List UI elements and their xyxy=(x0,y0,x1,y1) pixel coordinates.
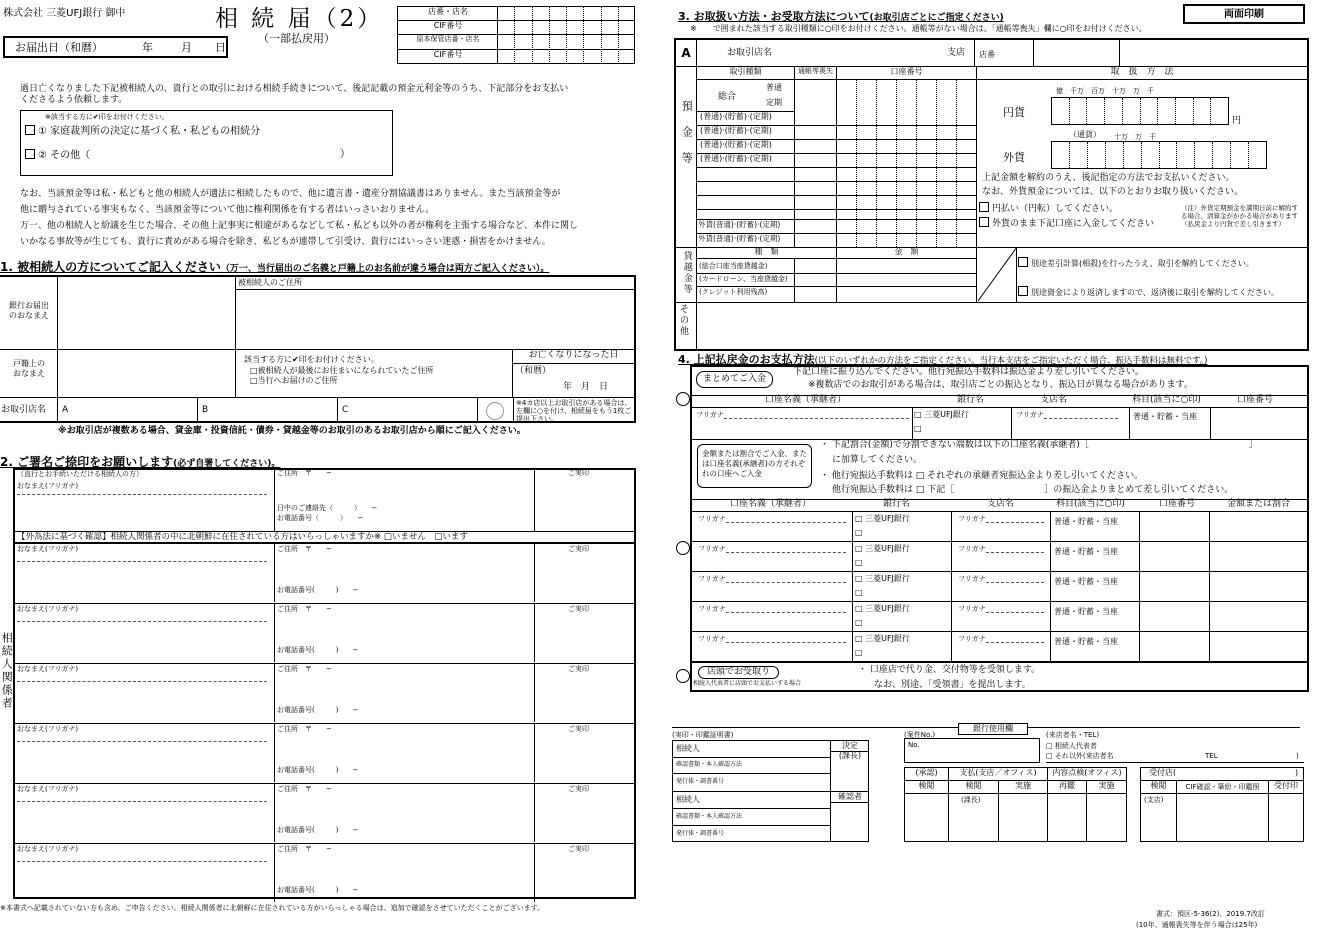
split-payment-row: フリガナ □ 三菱UFJ銀行 □ フリガナ 普通・貯蓄・当座 xyxy=(690,542,1309,572)
seal-area[interactable]: ご実印 xyxy=(568,785,589,793)
page-subtitle: （一部払戻用） xyxy=(258,32,335,45)
fee-option-each[interactable]: ・ 他行宛振込手数料は □ それぞれの承継者宛振込金より差し引いてください。 xyxy=(820,471,1144,481)
heir-row xyxy=(13,543,636,601)
lump-sum-button[interactable]: まとめてご入金 xyxy=(696,371,773,388)
loan-type-option[interactable]: (総合口座当座貸越金) xyxy=(699,262,768,270)
bank-other-check[interactable]: □ xyxy=(914,424,922,433)
reception-grid: 受付店( ) 検閲 CIF確認・筆紛・印鑑照 受付印 (支店) xyxy=(1140,767,1304,842)
branch-b-input[interactable]: B xyxy=(198,398,338,423)
page-title: 相 続 届（2） xyxy=(215,6,384,32)
seal-area[interactable]: ご実印 xyxy=(568,725,589,733)
heir-name-input[interactable]: おなまえ(フリガナ) xyxy=(13,664,275,722)
bank-mufg-check[interactable]: □ 三菱UFJ銀行 xyxy=(855,634,910,643)
seal-area[interactable]: ご実印 xyxy=(568,545,589,553)
seal-certificate-box: 相続人 確認書類・本人確認方法 発行体・調書番号 相続人 確認書類・本人確認方法 発行体・調書番号 決定 (課長) 確認者 xyxy=(672,740,869,842)
addr-option-bank[interactable]: □当行へお届けのご住所 xyxy=(250,376,338,385)
bank-mufg-check[interactable]: □ 三菱UFJ銀行 xyxy=(914,410,969,419)
date-field[interactable]: お届出日（和暦） 年 月 日 xyxy=(3,36,228,58)
addr-option-last[interactable]: □被相続人が最後にお住まいになられていたご住所 xyxy=(250,366,434,375)
section1-footnote: ※お取引店が複数ある場合、貸金庫・投資信託・債券・貸越金等のお取引のあるお取引店から順にご記入ください。 xyxy=(58,426,526,436)
loan-amount-input[interactable] xyxy=(837,259,977,302)
subject-select[interactable]: 普通・貯蓄・当座 xyxy=(1054,607,1118,616)
section2-footnote: ※本書式へ記載されていない方も含め、ご申告ください。相続人関係者に北朝鮮に在住されている方がいらっしゃる場合は、追加で確認をさせていただくことがございます。 xyxy=(0,904,545,912)
heir-address-input[interactable]: ご住所 〒 − お電話番号( ) − xyxy=(275,664,535,722)
visitor-rep-check[interactable]: □ 相続人代表者 xyxy=(1046,742,1097,750)
bank-other-check[interactable]: □ xyxy=(855,558,863,567)
case-number-input[interactable]: No. xyxy=(904,738,1040,763)
loan-type-option[interactable]: (クレジット利用残高) xyxy=(699,288,768,296)
fx-option-yen[interactable]: 円払い（円転）してください。 xyxy=(979,202,1118,215)
fx-amount-input[interactable] xyxy=(1051,141,1267,169)
retention-note: (10年、通帳喪失等を伴う場合は25年) xyxy=(1136,921,1258,929)
branch-a-input[interactable]: A xyxy=(58,398,198,423)
deceased-info-table: 銀行お届出 のおなまえ 被相続人のご住所 戸籍上の おなまえ 該当する方に✔印をお付けください。 □被相続人が最後にお住まいになられていたご住所 □当行へお届けのご住所 お亡くなりになった日 （和暦） 年 月 日 お取引店名 A B C ※4カ店以上お取引店がある場合は、左欄に○を付け、相続届をもう1枚ご提出下さい。 xyxy=(0,275,636,423)
deceased-address-input[interactable]: 被相続人のご住所 xyxy=(235,277,634,350)
account-input[interactable] xyxy=(1140,512,1210,541)
fee-option-lump[interactable]: 他行宛振込手数料は □ 下記［ ］の振込金よりまとめて差し引いてください。 xyxy=(832,485,1234,495)
bank-mufg-check[interactable]: □ 三菱UFJ銀行 xyxy=(855,514,910,523)
date-of-death[interactable]: お亡くなりになった日 （和暦） 年 月 日 xyxy=(513,350,634,398)
heir-name-input[interactable]: おなまえ(フリガナ) xyxy=(13,604,275,662)
deposit-type-option[interactable]: (普通)·(貯蓄)·(定期) xyxy=(700,126,772,135)
visitor-other-check[interactable]: □ それ以外(来店者名 xyxy=(1046,752,1114,760)
amount-input[interactable] xyxy=(1210,632,1307,661)
store-no-input[interactable] xyxy=(1034,40,1119,67)
counter-pickup-button[interactable]: 店頭でお受取り xyxy=(698,666,779,679)
fx-option-keep[interactable]: 外貨のまま下記口座に入金してください xyxy=(979,217,1154,230)
bank-other-check[interactable]: □ xyxy=(855,648,863,657)
heir-row xyxy=(13,723,636,781)
deposit-type-option[interactable]: (普通)·(貯蓄)·(定期) xyxy=(700,140,772,149)
split-payment-row: フリガナ □ 三菱UFJ銀行 □ フリガナ 普通・貯蓄・当座 xyxy=(690,512,1309,542)
heir-row xyxy=(13,603,636,661)
subject-select[interactable]: 普通・貯蓄・当座 xyxy=(1133,412,1197,421)
bank-addressee: 株式会社 三菱UFJ銀行 御中 xyxy=(3,8,126,19)
counter-radio[interactable] xyxy=(676,669,690,687)
deposit-type-option[interactable]: (普通)·(貯蓄)·(定期) xyxy=(700,154,772,163)
heir-row xyxy=(13,843,636,901)
bank-use-label: 銀行使用欄 xyxy=(958,723,1028,735)
section3-title: 3. お取扱い方法・お受取方法について(お取引店ごとにご指定ください) xyxy=(678,10,1004,23)
heir-address-input[interactable]: ご住所 〒 − お電話番号( ) − xyxy=(275,544,535,602)
koseki-name-input[interactable] xyxy=(58,350,235,398)
heir-address-input[interactable]: ご住所 〒 − お電話番号( ) − xyxy=(275,784,535,842)
section3-note: ※ で囲まれた該当する取引種類に○印をお付けください。通帳等がない場合は、「通帳等喪失」欄に○印をお付けください。 xyxy=(690,24,1147,33)
heir-name-input[interactable]: おなまえ(フリガナ) xyxy=(13,844,275,902)
bank-mufg-check[interactable]: □ 三菱UFJ銀行 xyxy=(855,574,910,583)
seal-area[interactable]: ご実印 xyxy=(568,845,589,853)
account-input[interactable] xyxy=(1140,542,1210,571)
heir-row xyxy=(13,468,636,531)
loan-option-offset[interactable]: 別途差引計算(相殺)を行ったうえ、取引を解約してください。 xyxy=(1018,257,1254,269)
bank-mufg-check[interactable]: □ 三菱UFJ銀行 xyxy=(855,604,910,613)
seal-area[interactable]: ご実印 xyxy=(568,605,589,613)
subject-select[interactable]: 普通・貯蓄・当座 xyxy=(1054,577,1118,586)
amount-input[interactable] xyxy=(1210,542,1307,571)
split-payment-row: フリガナ □ 三菱UFJ銀行 □ フリガナ 普通・貯蓄・当座 xyxy=(690,602,1309,632)
heir-name-input[interactable]: （直行とお手続いただける相続人の方） おなまえ(フリガナ) xyxy=(13,468,275,531)
option-other[interactable]: ② その他（ ） xyxy=(25,149,385,162)
lump-radio[interactable] xyxy=(676,392,690,410)
approval-grid: (承認) 支払(支店／オフィス) 内容点検(オフィス) 検閲 検閲 実施 再鑑 実施 (課長) xyxy=(904,767,1127,842)
account-number-grid[interactable] xyxy=(837,80,977,247)
heirs-side-label: 相続人関係者 xyxy=(0,632,14,710)
loan-type-option[interactable]: (カードローン、当座貸越金) xyxy=(699,275,788,283)
loan-diagonal xyxy=(978,247,1018,302)
intro-text: 過日亡くなりました下記被相続人の、貴行との取引における相続手続きについて、後記記載の預金元利金等のうち、下記部分をお支払い くださるよう依頼します。 xyxy=(20,84,569,105)
split-payment-row: フリガナ □ 三菱UFJ銀行 □ フリガナ 普通・貯蓄・当座 xyxy=(690,632,1309,662)
foreign-type-option[interactable]: 外貨(普通)·(貯蓄)·(定期) xyxy=(698,234,781,243)
section1-title: 1. 被相続人の方についてご記入ください（万一、当行届出のご名義と戸籍上のお名前が違う場合は両方ご記入ください）。 xyxy=(0,260,550,274)
account-input[interactable] xyxy=(1140,632,1210,661)
bank-other-check[interactable]: □ xyxy=(855,618,863,627)
heir-name-input[interactable]: おなまえ(フリガナ) xyxy=(13,724,275,782)
heir-name-input[interactable]: おなまえ(フリガナ) xyxy=(13,784,275,842)
extra-branch-circle[interactable] xyxy=(478,398,514,423)
declaration-text: なお、当該預金等は私・私どもと他の相続人が適法に相続したもので、他に遺言書・遺産分割協議書はありません。また当該預金等が 他に贈与されている事実もなく、当該預金等について他に権利関係を有する者はいっさいおりません。 万一、他の相続人と紛議を生じた場合、その他上記事実に相違があるなどして私・私ども以外の者が権利を主張する場合など、本件に関し いかなる事故等が生じても、貴行に責めがある場合を除き、私どもが連帯して引受け、貴行にはいっさい迷惑・損害をかけません。 xyxy=(20,189,579,247)
yen-amount-input[interactable] xyxy=(1051,97,1229,125)
bank-other-check[interactable]: □ xyxy=(855,588,863,597)
duplex-print-button[interactable]: 両面印刷 xyxy=(1183,4,1305,24)
amount-input[interactable] xyxy=(1210,512,1307,541)
account-input[interactable] xyxy=(1140,572,1210,601)
section4-title: 4. 上記払戻金のお支払方法(以下のいずれかの方法をご指定ください。当行本支店をご指定いただく場合、振込手数料は無料です。) xyxy=(678,353,1208,366)
other-input[interactable] xyxy=(697,302,1307,349)
deposit-type-option[interactable]: (普通)·(貯蓄)·(定期) xyxy=(700,112,772,121)
store-id-box[interactable]: 店番・店名 CIF番号 原本保管店番・店名 CIF番号 xyxy=(397,6,635,64)
heir-row xyxy=(13,783,636,841)
nk-confirmation[interactable]: 【外為法に基づく確認】相続人関係者の中に北朝鮮に在住されている方はいらっしゃいますか※ □いません □います xyxy=(13,531,636,543)
heir-row xyxy=(13,663,636,721)
bank-mufg-check[interactable]: □ 三菱UFJ銀行 xyxy=(855,544,910,553)
section2-title: 2. ご署名ご捺印をお願いします(必ず自署してください)。 xyxy=(0,455,281,469)
branch-c-input[interactable]: C xyxy=(338,398,478,423)
heir-address-input[interactable]: ご住所 〒 − お電話番号( ) − xyxy=(275,844,535,902)
amount-input[interactable] xyxy=(1210,602,1307,631)
heir-address-input[interactable]: ご住所 〒 − お電話番号( ) − xyxy=(275,604,535,662)
heir-name-input[interactable]: おなまえ(フリガナ) xyxy=(13,544,275,602)
loan-option-repay[interactable]: 別途資金により返済しますので、返済後に取引を解約してください。 xyxy=(1018,286,1279,298)
bank-name-input[interactable] xyxy=(58,277,235,350)
split-payment-button[interactable]: 金額または割合でご入金、または口座名義(承継者)の方それぞれの口座へご入金 xyxy=(697,444,812,488)
seal-area[interactable]: ご実印 xyxy=(568,665,589,673)
subject-select[interactable]: 普通・貯蓄・当座 xyxy=(1054,637,1118,646)
seal-area[interactable]: ご実印 xyxy=(568,469,589,477)
split-payment-row: フリガナ □ 三菱UFJ銀行 □ フリガナ 普通・貯蓄・当座 xyxy=(690,572,1309,602)
subject-select[interactable]: 普通・貯蓄・当座 xyxy=(1054,517,1118,526)
subject-select[interactable]: 普通・貯蓄・当座 xyxy=(1054,547,1118,556)
bank-other-check[interactable]: □ xyxy=(855,528,863,537)
request-options-box: ※該当する方に✔印をお付けください。 ① 家庭裁判所の決定に基づく私・私どもの相続分 ② その他（ ） xyxy=(20,110,393,176)
heir-address-input[interactable]: ご住所 〒 − 日中のご連絡先（ ） − お電話番号（ ） − xyxy=(275,468,535,531)
heir-address-input[interactable]: ご住所 〒 − お電話番号( ) − xyxy=(275,724,535,782)
split-radio[interactable] xyxy=(676,541,690,559)
amount-input[interactable] xyxy=(1210,572,1307,601)
handling-table: A お取引店名 支店 店番 預 金 等 取引種類 通帳等喪失 口座番号 取 扱 方 法 総合 普通 定期 (普通)·(貯蓄)·(定期) (普通)·(貯蓄)·(定期) (普通)·(貯蓄)·(定期) (普通)·(貯蓄)·(定期) 外貨(普通)·(貯蓄)·(定期) 外貨(普通)·(貯蓄)·(定期) 億 千万 百万 十万 万 千 円貨 円 （通貨） 十万 万 千 外貨 上記金額を解約のうえ、後記指定の方法でお支払いください。 なお、外貨預金については、以下のとおりお取り扱いください。 円払い（円転）してください。 外貨のまま下記口座に入金してください （注）外貨定期預金を満期日前に解約する場合、清算金がかかる場合があります（払戻金より円貨で差し引きます） 貸越金等 種 類 金 額 (総合口座当座貸越金) (カードローン、当座貸越金) (クレジット利用残高) 別途差引計算(相殺)を行ったうえ、取引を解約してください。 別途資金により返済しますので、返済後に取引を解約してください。 その他 xyxy=(674,38,1309,351)
account-input[interactable] xyxy=(1140,602,1210,631)
foreign-type-option[interactable]: 外貨(普通)·(貯蓄)·(定期) xyxy=(698,220,781,229)
branch-name-input[interactable]: お取引店名 支店 xyxy=(697,40,996,67)
option-court-decision[interactable]: ① 家庭裁判所の決定に基づく私・私どもの相続分 xyxy=(25,125,260,138)
form-number: 書式：預区-5-36(2)、2019.7改訂 xyxy=(1156,910,1265,918)
